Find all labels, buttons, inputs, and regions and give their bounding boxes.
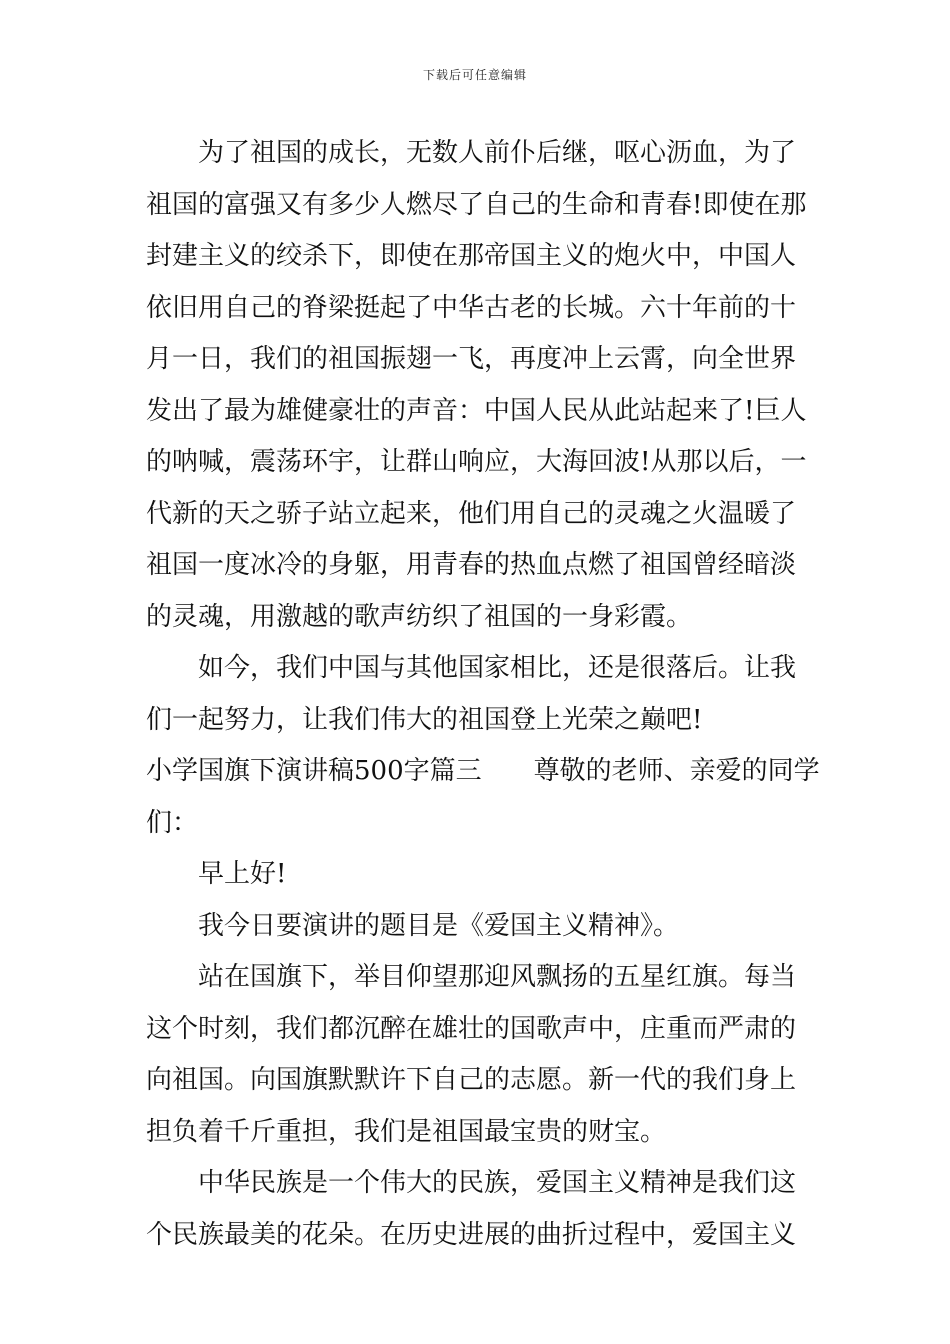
document-body (146, 128, 820, 1261)
text-line: 如今，我们中国与其他国家相比，还是很落后。让我 (198, 653, 797, 683)
speech-title-line (146, 746, 820, 798)
text-line: 月一日，我们的祖国振翅一飞，再度冲上云霄，向全世界 (146, 344, 797, 374)
text-line: 向祖国。向国旗默默许下自己的志愿。新一代的我们身上 (146, 1065, 797, 1095)
text-line: 封建主义的绞杀下，即使在那帝国主义的炮火中，中国人 (146, 241, 797, 271)
speech-title: 小学国旗下演讲稿500字篇三 (146, 756, 482, 786)
text-line: 为了祖国的成长，无数人前仆后继，呕心沥血，为了 (198, 138, 797, 168)
text-line: 个民族最美的花朵。在历史进展的曲折过程中，爱国主义 (146, 1219, 797, 1250)
text-line: 这个时刻，我们都沉醉在雄壮的国歌声中，庄重而严肃的 (146, 1013, 797, 1044)
text-line: 担负着千斤重担，我们是祖国最宝贵的财宝。 (146, 1116, 667, 1147)
page-header: 下载后可任意编辑 (422, 68, 527, 82)
text-line: 的呐喊，震荡环宇，让群山响应，大海回波!从那以后，一 (146, 447, 807, 477)
text-line: 发出了最为雄健豪壮的声音：中国人民从此站起来了!巨人 (146, 395, 807, 426)
salutation: 尊敬的老师、亲爱的同学 (533, 756, 820, 786)
text-line: 站在国旗下，举目仰望那迎风飘扬的五星红旗。每当 (198, 962, 797, 992)
text-line: 祖国一度冰冷的身躯，用青春的热血点燃了祖国曾经暗淡 (146, 550, 797, 580)
text-line: 的灵魂，用激越的歌声纺织了祖国的一身彩霞。 (146, 601, 693, 632)
text-line: 们一起努力，让我们伟大的祖国登上光荣之巅吧! (146, 704, 703, 735)
text-line: 依旧用自己的脊梁挺起了中华古老的长城。六十年前的十 (146, 292, 797, 323)
text-line: 祖国的富强又有多少人燃尽了自己的生命和青春!即使在那 (146, 189, 807, 220)
text-line: 代新的天之骄子站立起来，他们用自己的灵魂之火温暖了 (146, 498, 797, 529)
text-line: 中华民族是一个伟大的民族，爱国主义精神是我们这 (198, 1168, 797, 1198)
text-line: 早上好! (198, 859, 287, 889)
text-line: 我今日要演讲的题目是《爱国主义精神》。 (198, 910, 680, 941)
text-line: 们： (146, 807, 199, 838)
